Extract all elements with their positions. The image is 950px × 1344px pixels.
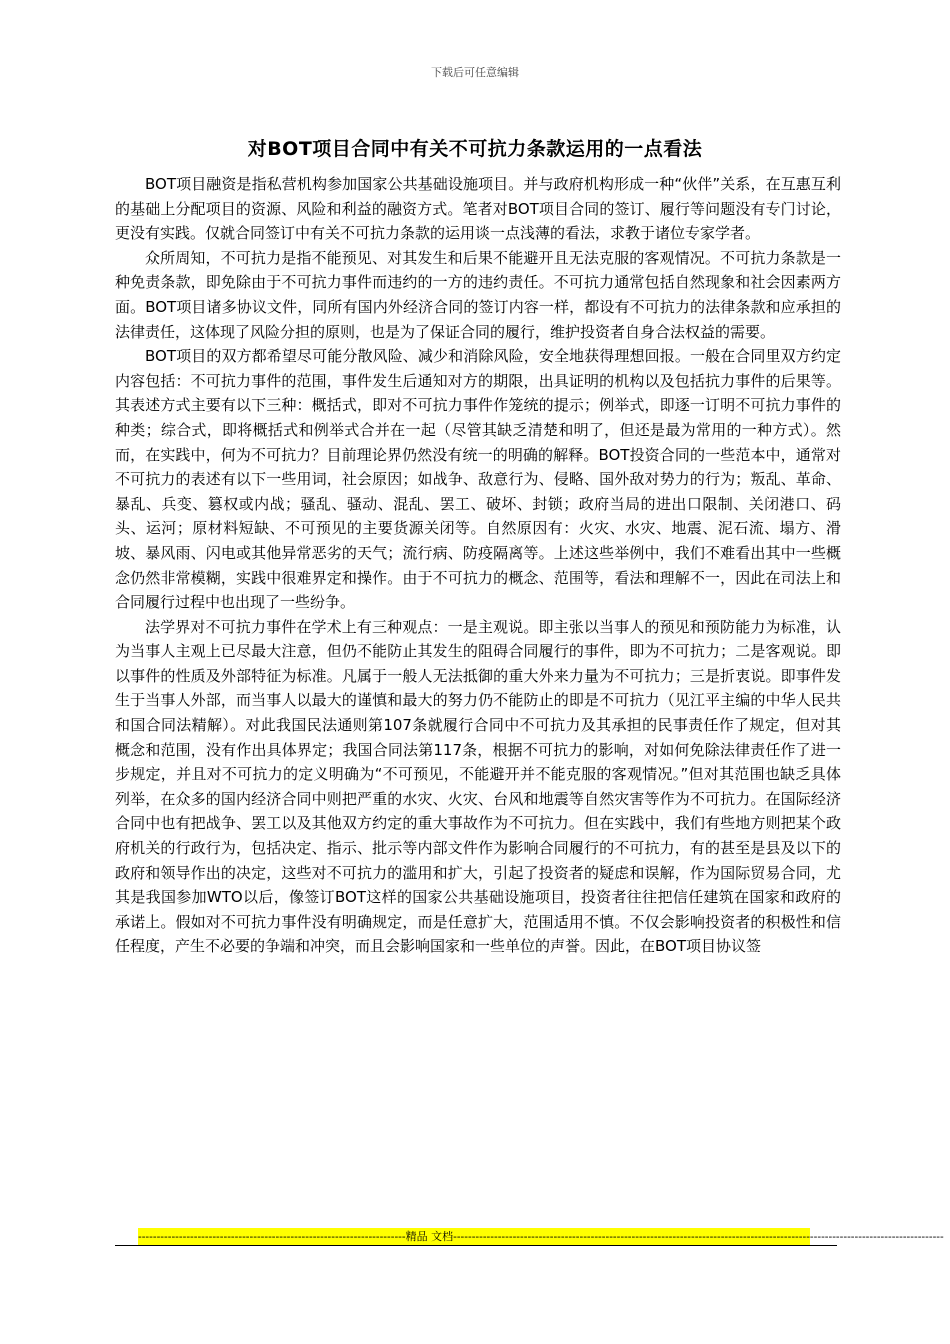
header-note: 下载后可任意编辑 — [431, 66, 519, 79]
body-paragraph: 法学界对不可抗力事件在学术上有三种观点：一是主观说。即主张以当事人的预见和预防能力为标准，认为当事人主观上已尽最大注意，但仍不能防止其发生的阻碍合同履行的事件，即为不可抗力；二是客观说。即以事件的性质及外部特征为标准。凡属于一般人无法抵御的重大外来力量为不可抗力；三是折衷说。即事件发生于当事人外部，而当事人以最大的谨慎和最大的努力仍不能防止的即是不可抗力（见江平主编的中华人民共和国合同法精解）。对此我国民法通则第107条就履行合同中不可抗力及其承担的民事责任作了规定，但对其概念和范围，没有作出具体界定；我国合同法第117条，根据不可抗力的影响，对如何免除法律责任作了进一步规定，并且对不可抗力的定义明确为“不可预见，不能避开并不能克服的客观情况。”但对其范围也缺乏具体列举，在众多的国内经济合同中则把严重的水灾、火灾、台风和地震等自然灾害等作为不可抗力。在国际经济合同中也有把战争、罢工以及其他双方约定的重大事故作为不可抗力。但在实践中，我们有些地方则把某个政府机关的行政行为，包括决定、指示、批示等内部文件作为影响合同履行的不可抗力，有的甚至是县及以下的政府和领导作出的决定，这些对不可抗力的滥用和扩大，引起了投资者的疑虑和误解，作为国际贸易合同，尤其是我国参加WTO以后，像签订BOT这样的国家公共基础设施项目，投资者往往把信任建筑在国家和政府的承诺上。假如对不可抗力事件没有明确规定，而是任意扩大，范围适用不慎。不仅会影响投资者的积极性和信任程度，产生不必要的争端和冲突，而且会影响国家和一些单位的声誉。因此，在BOT项目协议签 — [115, 617, 841, 956]
body-paragraph: BOT项目融资是指私营机构参加国家公共基础设施项目。并与政府机构形成一种“伙伴”关系，在互惠互利的基础上分配项目的资源、风险和利益的融资方式。笔者对BOT项目合同的签订、履行等问题没有专门讨论，更没有实践。仅就合同签订中有关不可抗力条款的运用谈一点浅薄的看法，求教于诸位专家学者。 — [115, 175, 841, 243]
footer-watermark-band: ------------------------------------------------------------------------精品 文档------------------------------------------------------------------------------------------------------------------------------------ — [138, 1230, 944, 1243]
document-title: 对BOT项目合同中有关不可抗力条款运用的一点看法 — [247, 138, 703, 160]
body-paragraph: BOT项目的双方都希望尽可能分散风险、减少和消除风险，安全地获得理想回报。一般在合同里双方约定内容包括：不可抗力事件的范围，事件发生后通知对方的期限，出具证明的机构以及包括抗力事件的后果等。其表述方式主要有以下三种：概括式，即对不可抗力事件作笼统的提示；例举式，即逐一订明不可抗力事件的种类；综合式，即将概括式和例举式合并在一起（尽管其缺乏清楚和明了，但还是最为常用的一种方式）。然而，在实践中，何为不可抗力？目前理论界仍然没有统一的明确的解释。BOT投资合同的一些范本中，通常对不可抗力的表述有以下一些用词，社会原因；如战争、敌意行为、侵略、国外敌对势力的行为；叛乱、革命、暴乱、兵变、篡权或内战；骚乱、骚动、混乱、罢工、破坏、封锁；政府当局的进出口限制、关闭港口、码头、运河；原材料短缺、不可预见的主要货源关闭等。自然原因有：火灾、水灾、地震、泥石流、塌方、滑坡、暴风雨、闪电或其他异常恶劣的天气；流行病、防疫隔离等。上述这些举例中，我们不难看出其中一些概念仍然非常模糊，实践中很难界定和操作。由于不可抗力的概念、范围等，看法和理解不一，因此在司法上和合同履行过程中也出现了一些纷争。 — [115, 347, 841, 612]
footer-divider — [115, 1245, 837, 1246]
document-body — [115, 172, 841, 959]
body-paragraph: 众所周知，不可抗力是指不能预见、对其发生和后果不能避开且无法克服的客观情况。不可抗力条款是一种免责条款，即免除由于不可抗力事件而违约的一方的违约责任。不可抗力通常包括自然现象和社会因素两方面。BOT项目诸多协议文件，同所有国内外经济合同的签订内容一样，都设有不可抗力的法律条款和应承担的法律责任，这体现了风险分担的原则，也是为了保证合同的履行，维护投资者自身合法权益的需要。 — [115, 248, 841, 341]
